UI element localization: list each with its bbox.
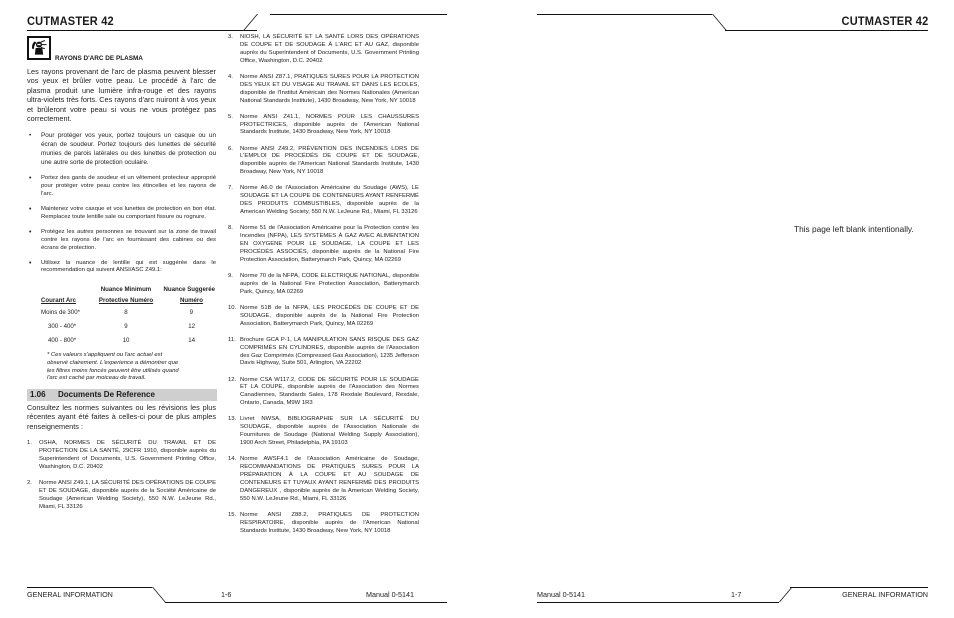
list-item [228,114,419,138]
list-item [27,440,216,472]
list-item-number: 15. [228,511,237,518]
list-item-text: Norme CSA W117.2, CODE DE SÉCURITÉ POUR LE SOUDAGE ET LA COUPE, disponible auprès de l'Association des Normes Canadiennes, Standards Sales, 178 Rexdale Boulevard, Rexdale, Ontario, Canada, M9W 1R3 [240,376,419,407]
bullet-item: • Protégez les autres personnes se trouvant sur la zone de travail contre les rayons de l'arc en fournissant des cabines ou des écrans de protection. [27,229,216,253]
shade-table-header-bottom [41,295,215,306]
list-item-text: Livret NWSA, BIBLIOGRAPHIE SUR LA SÉCURITÉ DU SOUDAGE, disponible auprès de l'Association Nationale de Fournitures de Soudage (National Welding Supply Association), 1900 Arch Street, Philadelphia, PA 19103 [240,416,419,447]
bullet-item: • Portez des gants de soudeur et un vêtement protecteur approprié pour protéger votre peau contre les étincelles et les rayons de l'arc. [27,175,216,199]
list-item-number: 5. [228,113,233,120]
list-item [228,416,419,448]
table-cell: Moins de 300* [41,309,80,317]
header-title: CUTMASTER 42 [841,14,928,28]
table-header-cell: Nuance Suggerée [163,285,215,293]
list-item-text: Norme 51B de la NFPA, LES PROCÉDÉS DE COUPE ET DE SOUDAGE, disponible auprès de la National Fire Protection Association, Batterymarch Park, Quincy, MA 02269 [240,304,419,327]
list-item-number: 1. [27,440,32,447]
header-title: CUTMASTER 42 [27,14,114,28]
list-item-text: Brochure GCA P-1, LA MANIPULATION SANS RISQUE DES GAZ COMPRIMÉS EN CYLINDRES, disponible auprès de l'Association des Gaz Comprimés (Compressed Gas Association), 1235 Jefferson Davis Highway, Suite 501, Arlington, VA 22202 [240,336,419,367]
list-item-text: Norme ANSI Z88.2, PRATIQUES DE PROTECTION RESPIRATOIRE, disponible auprès de l'American National Standards Institute, 1430 Broadway, New York, NY 10018 [240,511,419,534]
list-item-number: 12. [228,376,237,383]
table-row [41,306,215,320]
table-cell: 300 - 400* [48,323,77,331]
table-cell: 400 - 800* [48,337,77,345]
table-cell: 8 [124,309,128,317]
list-item-text: Norme ANSI Z49.1, LA SÉCURITÉ DES OPÉRATIONS DE COUPE ET DE SOUDAGE, disponible auprès de la Société Américaine de Soudage (American Welding Society), 550 N.W. LeJeune Rd., Miami, FL 33126 [39,480,216,510]
table-cell: 9 [189,309,193,317]
list-item [228,512,419,536]
list-item-number: 4. [228,73,233,80]
arc-rays-warning-icon [27,36,51,60]
table-row [41,334,215,348]
footer-manual-number: Manual 0-5141 [537,590,585,599]
footer-manual-number: Manual 0-5141 [366,590,414,599]
table-cell: 14 [188,337,195,345]
list-item-number: 6. [228,145,233,152]
list-item [228,377,419,409]
list-item [228,185,419,217]
right-page [477,0,954,618]
footer-page-number: 1-6 [221,590,232,599]
list-item-number: 10. [228,304,237,311]
list-item-text: Norme A6.0 de l'Association Américaine du Soudage (AWS), LE SOUDAGE ET LA COUPE DE CONTENEURS AYANT RENFERMÉ DES PRODUITS COMBUSTIBLES, disponible auprès de la American Welding Society, 550 N.W. LeJeune Rd., Miami, FL 33126 [240,185,419,216]
list-item-number: 9. [228,272,233,279]
table-cell: 9 [124,323,128,331]
shade-table-header-top [41,284,215,295]
warning-label: RAYONS D'ARC DE PLASMA [55,55,143,62]
footer-section-label: GENERAL INFORMATION [842,590,928,599]
list-item-number: 7. [228,185,233,192]
list-item [228,34,419,66]
arc-rays-intro: Les rayons provenant de l'arc de plasma peuvent blesser vos yeux et brûler votre peau. Le procédé à l'arc de plasma produit une lumière infra-rouge et des rayons ultra-violets très forts. Ces rayons d'arc nuiront à vos yeux et brûleront votre peau si vous ne vous protégez pas correctement. [27,67,216,124]
list-item-number: 11. [228,336,236,343]
list-item-text: NIOSH, LA SÉCURITÉ ET LA SANTÉ LORS DES OPÉRATIONS DE COUPE ET DE SOUDAGE À L'ARC ET AU GAZ, disponible auprès du Superintendent of Documents, U.S. Government Printing Office, Washington, D.C. 20402 [240,34,419,64]
list-item [228,305,419,329]
left-column [27,67,216,383]
footer-page-number: 1-7 [731,590,742,599]
list-item-text: Norme 51 de l'Association Américaine pour la Protection contre les Incendies (NFPA), LES SYSTEMES À GAZ AVEC ALIMENTATION EN OXYGENE POUR LE SOUDAGE, LA COUPE ET LES PROCÉDÉS ASSOCIÉS, disponible auprès de la National Fire Protection Association, Batterymarch Park, Quincy, MA 02269 [240,225,419,263]
list-item-text: Norme AWSF4.1 de l'Association Américaine de Soudage, RECOMMANDATIONS DE PRATIQUES SURES POUR LA PRÉPARATION À LA COUPE ET AU SOUDAGE DE CONTENEURS ET TUYAUX AYANT RENFERMÉ DES PRODUITS DANGEREUX , disponible auprès de la American Welding Society, 550 N.W. LeJeune Rd., Miami, FL 33126 [240,456,419,502]
table-header-cell: Nuance Minimum [100,285,152,293]
list-item [228,74,419,106]
list-item [228,225,419,265]
shade-footnote: * Ces valeurs s'appliquent ou l'arc actuel est observé clairement. L'experience a démontrer que les filtres moins foncés peuvent être utilisés quand l'arc est caché par moiceau de travail. [47,352,179,382]
references-right-column [228,34,419,544]
footer-section-label: GENERAL INFORMATION [27,590,113,599]
list-item-text: Norme 70 de la NFPA, CODE ELECTRIQUE NATIONAL, disponible auprès de la National Fire Protection Association, Batterymarch Park, Quincy, MA 02269 [240,272,419,295]
section-number: 1.06 [30,390,46,399]
bullet-item: • Pour protéger vos yeux, portez toujours un casque ou un écran de soudeur. Portez toujours des lunettes de sécurité munies de parois latérales ou des lunettes de protection ou une autre sorte de protection oculaire. [27,132,216,167]
list-item [228,273,419,297]
blank-page-notice: This page left blank intentionally. [794,224,914,234]
list-item-text: OSHA, NORMES DE SÉCURITÉ DU TRAVAIL ET DE PROTECTION DE LA SANTÉ, 29CFR 1910, disponible auprès du Superintendent of Documents, U.S. Government Printing Office, Washington, D.C. 20402 [39,440,216,470]
table-header-cell: Numéro [179,296,203,304]
bullet-item: • Utilisez la nuance de lentille qui est suggérée dans le recommendation qui suivent ANSI/ASC Z49.1: [27,260,216,276]
bullet-item: • Maintenez votre casque et vos lunettes de protection en bon état. Remplacez toute lentille sale ou comportant fissure ou rognure. [27,206,216,222]
list-item-number: 13. [228,416,237,423]
references-left-column [27,403,216,520]
list-item-number: 8. [228,225,233,232]
section-heading [27,389,217,401]
list-item [228,337,419,369]
table-cell: 10 [122,337,130,345]
list-item-number: 2. [27,480,32,487]
section-intro: Consultez les normes suivantes ou les révisions les plus récentes ayant été faites à celles-ci pour de plus amples renseignements : [27,403,216,431]
list-item-text: Norme ANSI Z41.1, NORMES POUR LES CHAUSSURES PROTECTRICES, disponible auprès de l'American National Standards Institute, 1430 Broadway, New York, NY 10018 [240,113,419,136]
list-item-text: Norme ANSI Z49.2, PRÉVENTION DES INCENDIES LORS DE L'EMPLOI DE PROCÉDÉS DE COUPE ET DE SOUDAGE, disponible auprès de l'American National Standards Institute, 1430 Broadway, New York, NY 10018 [240,145,419,176]
table-header-cell: Protective Numéro [98,296,154,304]
table-header-cell: Courant Arc [41,296,76,304]
shade-table [41,284,215,348]
list-item-text: Norme ANSI Z87.1, PRATIQUES SURES POUR LA PROTECTION DES YEUX ET DU VISAGE AU TRAVAIL ET DANS LES ECOLES, disponible de l'Institut Américain des Normes Nationales (American National Standards Institute), 1430 Broadway, New York, NY 10018 [240,73,419,104]
list-item-number: 14. [228,456,237,463]
section-title: Documents De Reference [58,390,155,399]
list-item [228,456,419,503]
table-row [41,320,215,334]
list-item [27,480,216,512]
list-item [228,146,419,178]
list-item-number: 3. [228,34,233,40]
table-cell: 12 [188,323,195,331]
